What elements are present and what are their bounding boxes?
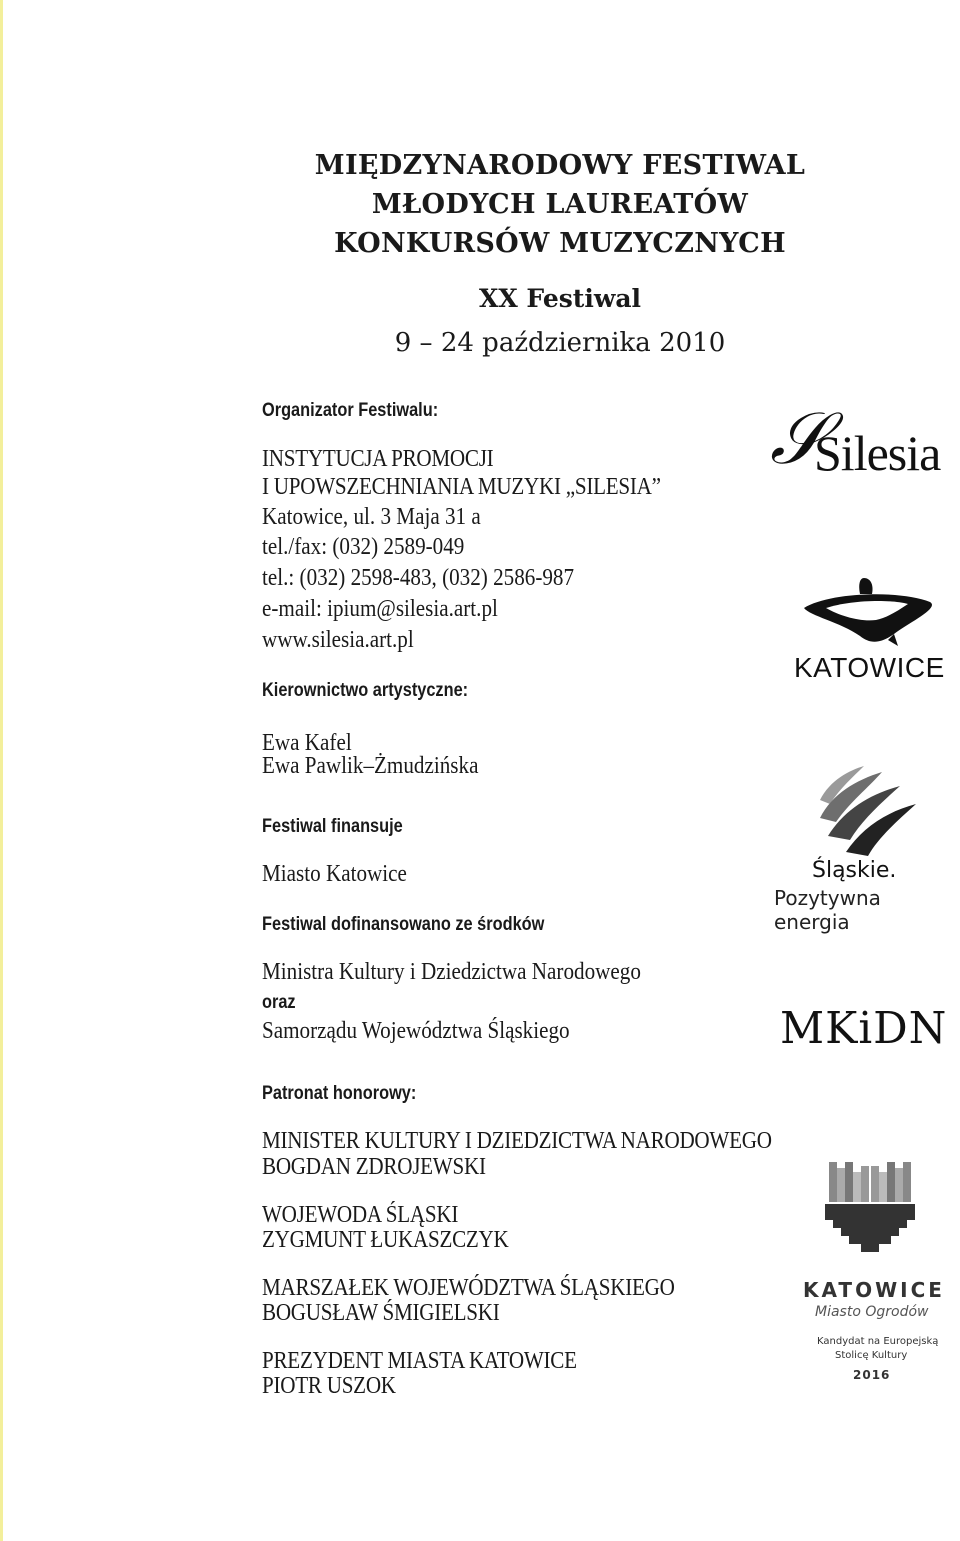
patron-title: MINISTER KULTURY I DZIEDZICTWA NARODOWEGO: [262, 1128, 772, 1154]
heart-pixel-icon: [795, 1162, 945, 1254]
organizer-address: Katowice, ul. 3 Maja 31 a: [262, 504, 481, 530]
slaskie-logo-title: Śląskie.: [812, 858, 897, 883]
festival-title-line-2: MŁODYCH LAUREATÓW: [371, 189, 749, 220]
mkidn-logo: [780, 1004, 955, 1054]
page-edge-strip: [0, 0, 3, 1541]
patron-name: PIOTR USZOK: [262, 1373, 396, 1399]
festival-title-line-3: KONKURSÓW MUZYCZNYCH: [334, 228, 786, 259]
artistic-direction-label: Kierownictwo artystyczne:: [262, 680, 469, 701]
waves-icon: [770, 760, 955, 860]
cofinancing-label: Festiwal dofinansowano ze środków: [262, 914, 545, 935]
organizer-website: www.silesia.art.pl: [262, 627, 414, 653]
spodek-icon: [790, 574, 945, 654]
financing-label: Festiwal finansuje: [262, 816, 403, 837]
patron-title: PREZYDENT MIASTA KATOWICE: [262, 1348, 577, 1374]
katowice-spodek-logo: [790, 574, 945, 689]
ecoc-logo-city: KATOWICE: [803, 1278, 945, 1302]
mkidn-logo-text: MKiDN: [780, 1003, 948, 1054]
ecoc-logo-year: 2016: [853, 1368, 891, 1382]
patron-title: WOJEWODA ŚLĄSKI: [262, 1202, 459, 1228]
financing-value: Miasto Katowice: [262, 861, 407, 887]
ecoc-logo-subtitle: Miasto Ogrodów: [815, 1304, 929, 1320]
director-name: Ewa Kafel: [262, 730, 352, 756]
patron-title: MARSZAŁEK WOJEWÓDZTWA ŚLĄSKIEGO: [262, 1275, 675, 1301]
ecoc-logo-candidate: Kandydat na Europejską: [817, 1336, 939, 1347]
organizer-phone: tel.: (032) 2598-483, (032) 2586-987: [262, 565, 575, 591]
silesia-logo-text: Silesia: [814, 425, 941, 481]
patronage-label: Patronat honorowy:: [262, 1083, 417, 1104]
ecoc-logo-capital: Stolicę Kultury: [835, 1350, 908, 1361]
organizer-email: e-mail: ipium@silesia.art.pl: [262, 596, 498, 622]
slaskie-logo: [770, 760, 955, 934]
organizer-phone-fax: tel./fax: (032) 2589-049: [262, 534, 465, 560]
organizer-line: INSTYTUCJA PROMOCJI: [262, 446, 494, 472]
organizer-line: I UPOWSZECHNIANIA MUZYKI „SILESIA”: [262, 474, 661, 500]
patron-name: BOGUSŁAW ŚMIGIELSKI: [262, 1300, 500, 1326]
silesia-logo: 𝒮 Silesia: [770, 396, 941, 481]
cofinancing-ministry: Ministra Kultury i Dziedzictwa Narodowego: [262, 959, 641, 985]
festival-edition: XX Festiwal: [478, 284, 642, 313]
festival-dates: 9 – 24 października 2010: [394, 328, 726, 358]
katowice-ecoc-logo: [795, 1162, 945, 1387]
director-name: Ewa Pawlik–Żmudzińska: [262, 753, 479, 779]
katowice-logo-text: KATOWICE: [794, 652, 945, 683]
slaskie-logo-tagline: Pozytywna energia: [774, 886, 881, 934]
festival-title-line-1: MIĘDZYNARODOWY FESTIWAL: [314, 150, 806, 181]
patron-name: BOGDAN ZDROJEWSKI: [262, 1154, 486, 1180]
cofinancing-voivodeship: Samorządu Województwa Śląskiego: [262, 1018, 570, 1044]
patron-name: ZYGMUNT ŁUKASZCZYK: [262, 1227, 509, 1253]
cofinancing-conjunction: oraz: [262, 992, 296, 1013]
organizer-label: Organizator Festiwalu:: [262, 400, 439, 421]
